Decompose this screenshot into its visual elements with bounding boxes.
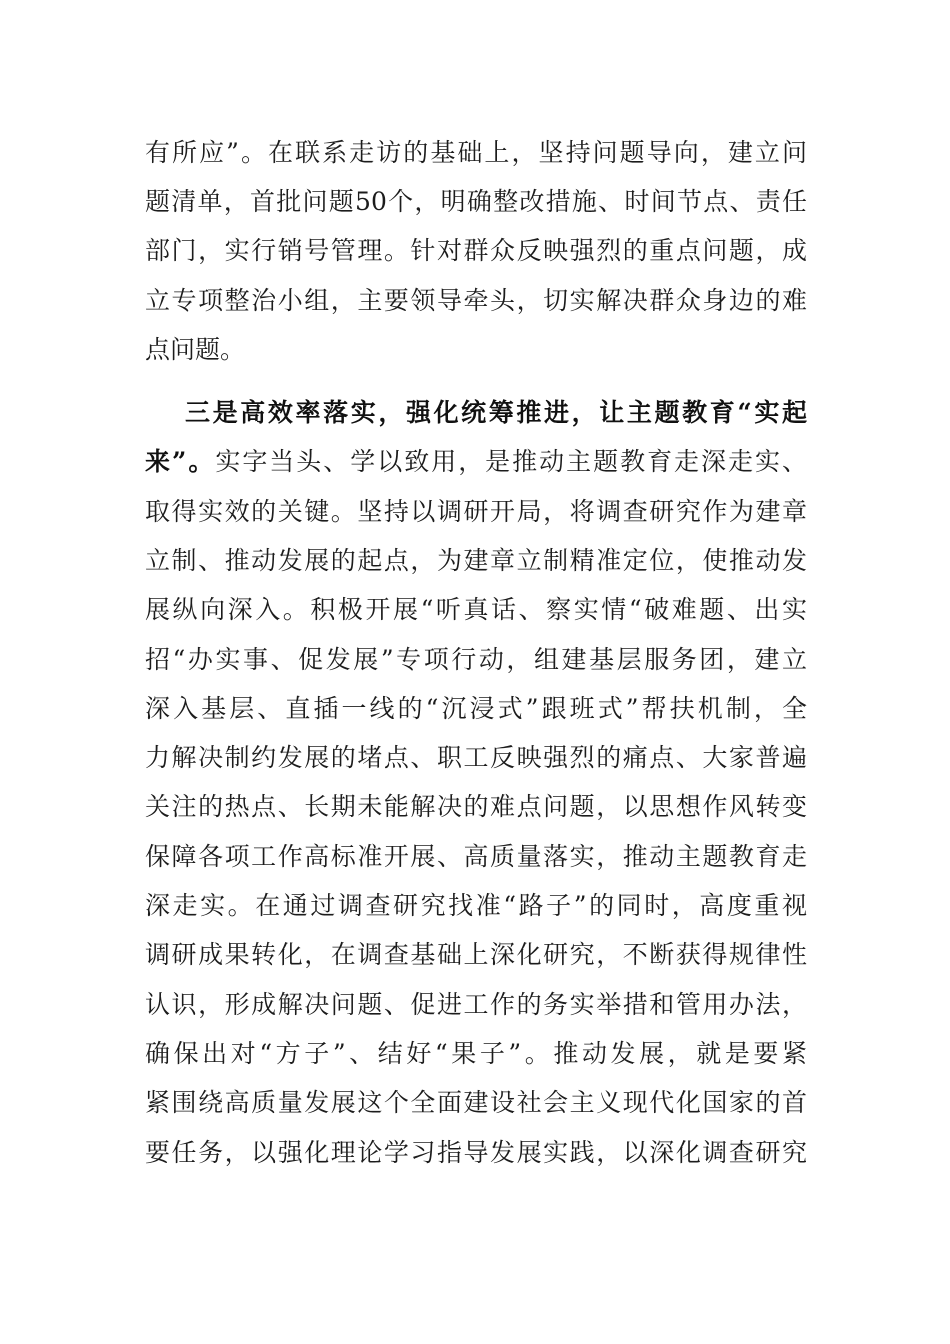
paragraph1-line-3: 部门，实行销号管理。针对群众反映强烈的重点问题，成 <box>145 236 807 265</box>
paragraph2-line-2-text: 实字当头、学以致用，是推动主题教育走深走实、 <box>215 447 807 476</box>
paragraph2-line-13: 认识，形成解决问题、促进工作的务实举措和管用办法， <box>145 990 807 1019</box>
paragraph2-line-11: 深走实。在通过调查研究找准“路子”的同时，高度重视 <box>145 891 807 920</box>
paragraph2-line-14: 确保出对“方子”、结好“果子”。推动发展，就是要紧 <box>145 1039 807 1068</box>
paragraph2-line-16: 要任务，以强化理论学习指导发展实践，以深化调查研究 <box>145 1138 807 1167</box>
paragraph2-heading-end: 来”。 <box>145 447 216 476</box>
paragraph2-line-5: 展纵向深入。积极开展“听真话、察实情“破难题、出实 <box>145 595 807 624</box>
paragraph1-line-1: 有所应”。在联系走访的基础上，坚持问题导向，建立问 <box>145 138 807 167</box>
paragraph2-line-15: 紧围绕高质量发展这个全面建设社会主义现代化国家的首 <box>145 1088 807 1117</box>
paragraph1-line-2: 题清单，首批问题50个，明确整改措施、时间节点、责任 <box>145 187 807 216</box>
paragraph2-line-10: 保障各项工作高标准开展、高质量落实，推动主题教育走 <box>145 842 807 871</box>
paragraph2-line-12: 调研成果转化，在调查基础上深化研究，不断获得规律性 <box>145 940 807 969</box>
paragraph2-line-3: 取得实效的关键。坚持以调研开局，将调查研究作为建章 <box>145 497 807 526</box>
paragraph2-line-8: 力解决制约发展的堵点、职工反映强烈的痛点、大家普遍 <box>145 743 807 772</box>
paragraph2-heading: 三是高效率落实，强化统筹推进，让主题教育“实起 <box>185 398 807 427</box>
paragraph2-line-6: 招“办实事、促发展”专项行动，组建基层服务团，建立 <box>145 645 807 674</box>
paragraph2-line-4: 立制、推动发展的起点，为建章立制精准定位，使推动发 <box>145 546 807 575</box>
paragraph2-line-7: 深入基层、直插一线的“沉浸式”跟班式”帮扶机制，全 <box>145 694 807 723</box>
paragraph2-line-9: 关注的热点、长期未能解决的难点问题，以思想作风转变 <box>145 792 807 821</box>
paragraph1-line-4: 立专项整治小组，主要领导牵头，切实解决群众身边的难 <box>145 286 807 315</box>
paragraph2-line-2 <box>145 437 807 487</box>
paragraph1-line-5: 点问题。 <box>145 335 246 364</box>
